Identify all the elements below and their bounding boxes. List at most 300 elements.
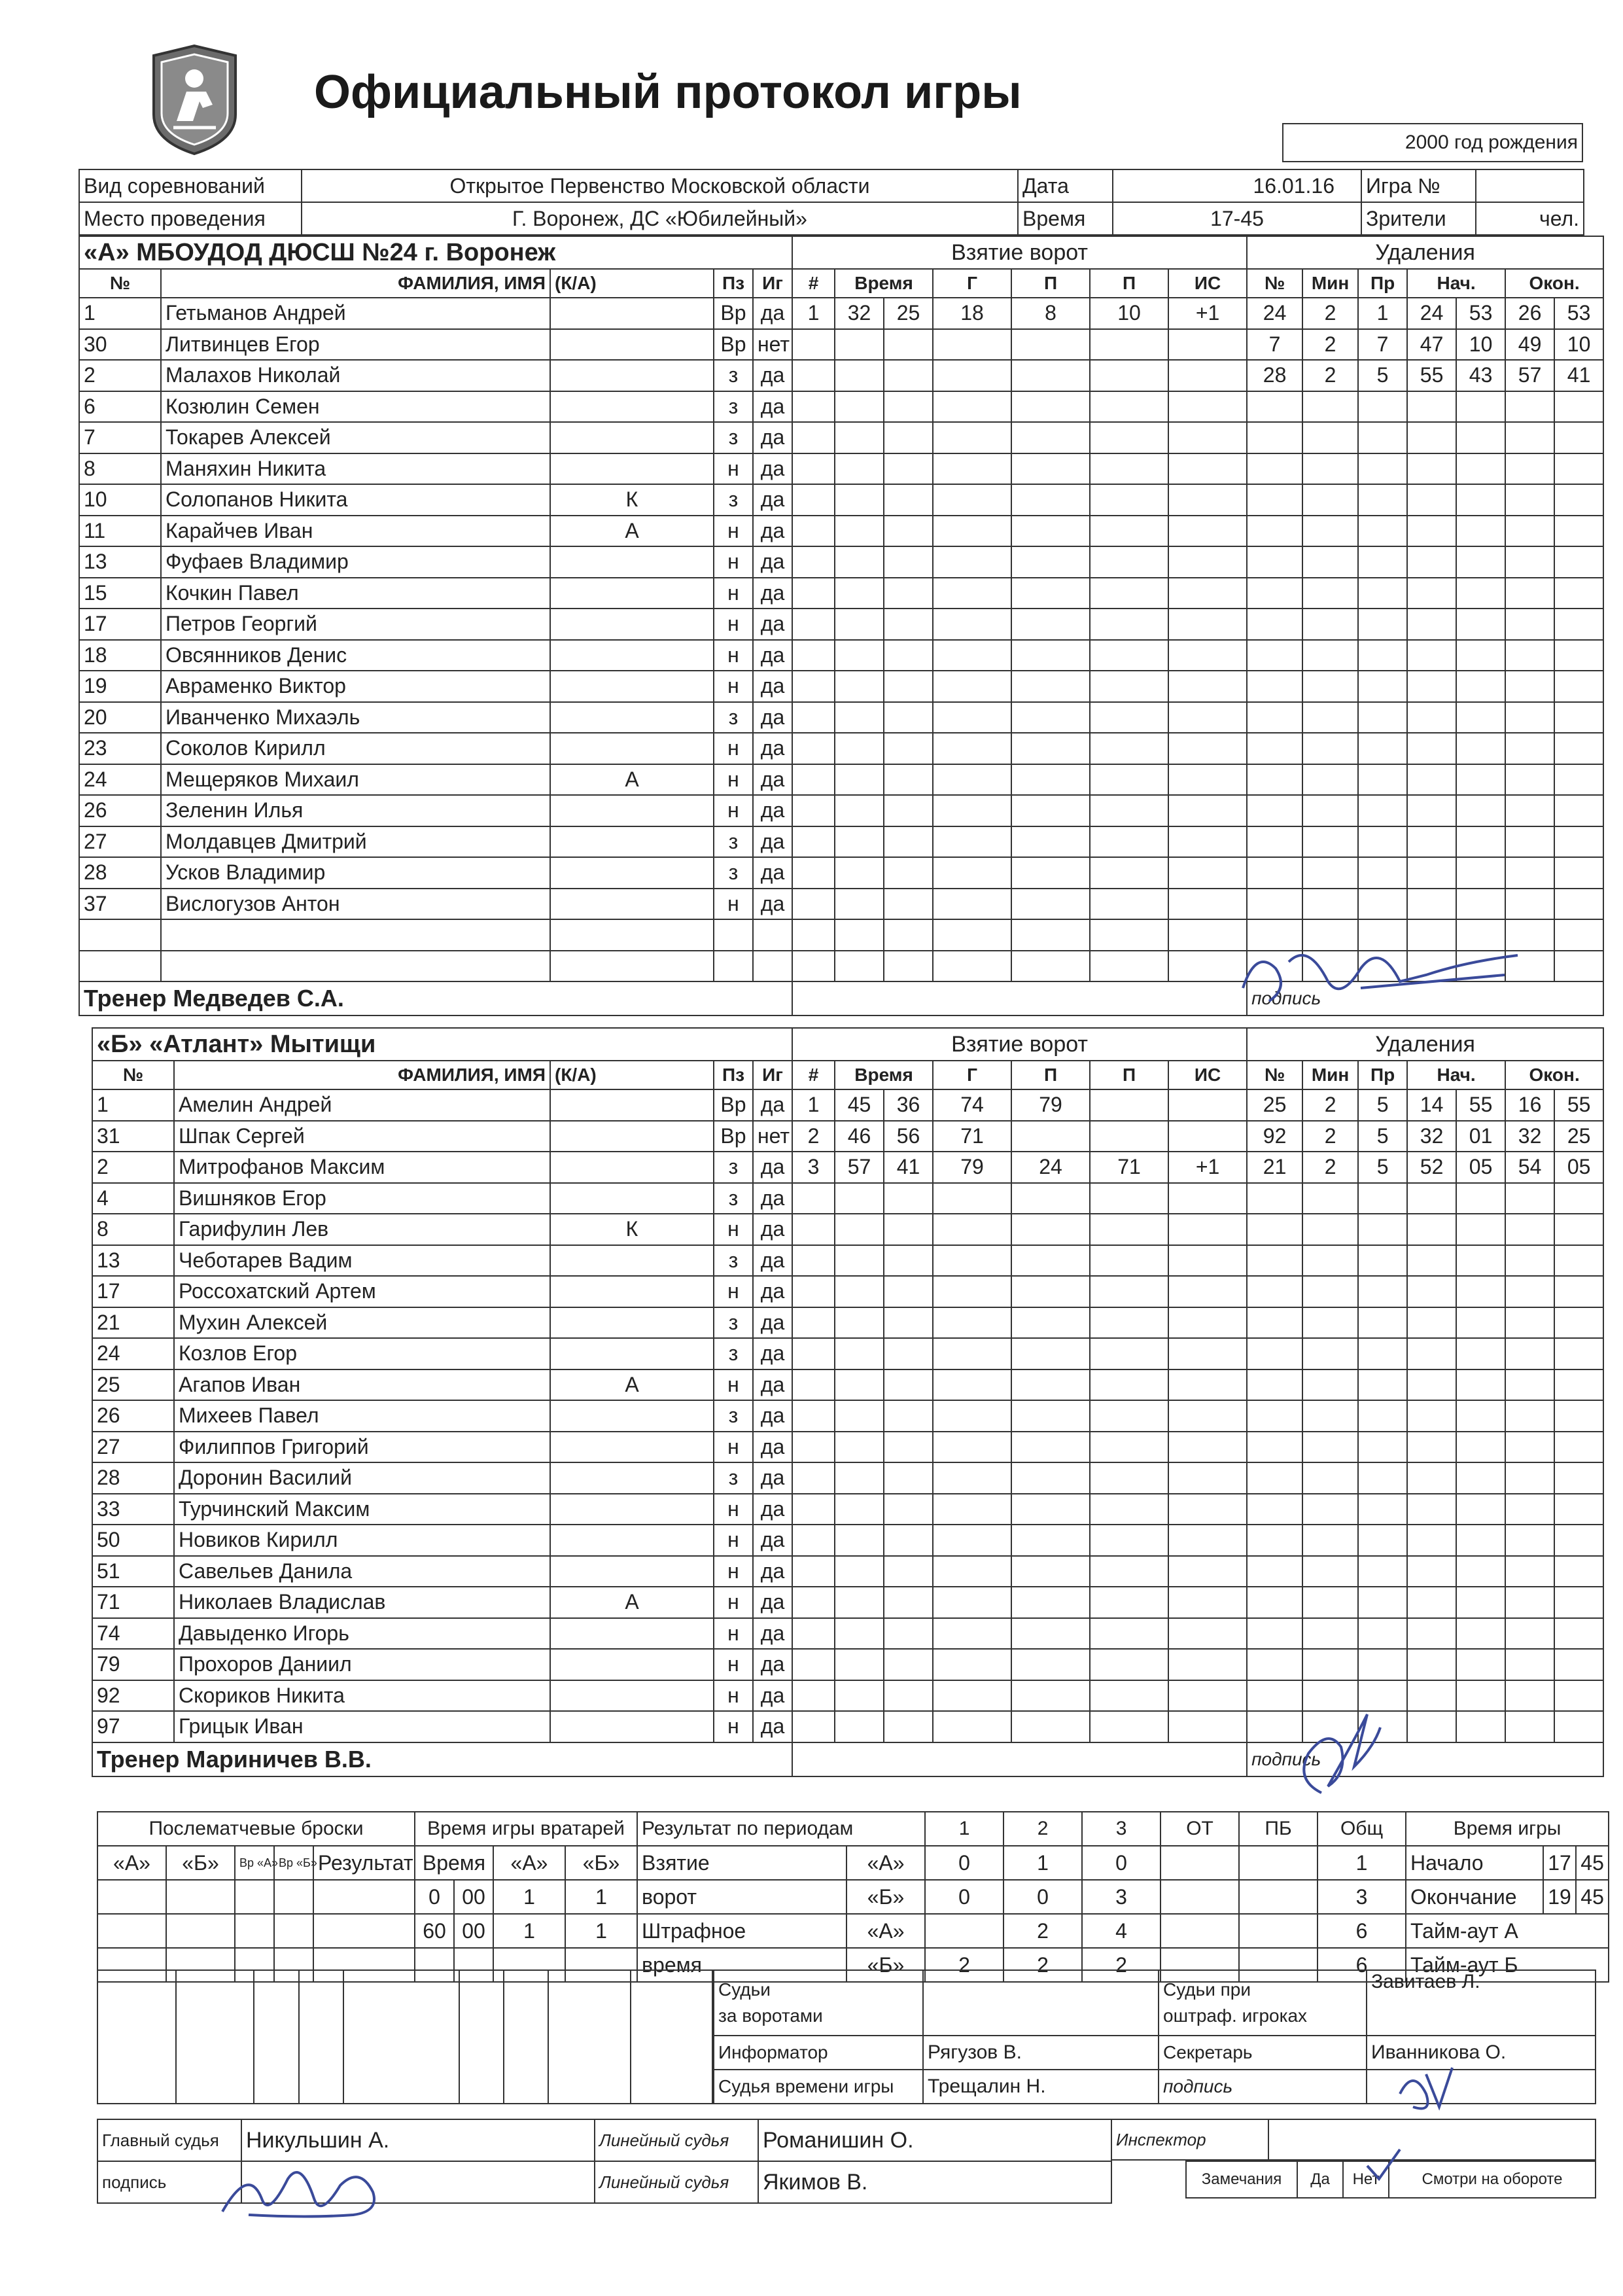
player-number: 8 (92, 1214, 174, 1245)
penalty-start-sec (1456, 484, 1505, 516)
remarks-yes: Да (1297, 2161, 1343, 2198)
player-number: 21 (92, 1307, 174, 1339)
penalty-start-min (1407, 1711, 1456, 1742)
goal-number (792, 1369, 835, 1401)
player-played: да (753, 1369, 792, 1401)
goal-cell (933, 826, 1011, 858)
penalty-start-sec (1456, 640, 1505, 671)
penalty-cell (1358, 1214, 1407, 1245)
player-number: 24 (92, 1338, 174, 1369)
player-played (753, 951, 792, 982)
penalty-start-min (1407, 1307, 1456, 1339)
penalty-reason: 5 (1358, 360, 1407, 391)
player-number: 23 (79, 733, 161, 764)
table-row (79, 360, 1603, 391)
penalty-cell (1358, 1618, 1407, 1650)
table-row (79, 298, 1603, 329)
goal-minute (835, 1587, 884, 1618)
player-position: н (714, 1711, 753, 1742)
penalty-start-sec (1456, 1525, 1505, 1556)
goal-cell (1168, 546, 1247, 578)
penalty-start-min (1407, 1245, 1456, 1277)
goal-cell (1090, 329, 1168, 361)
penalty-end-sec (1554, 1462, 1603, 1494)
goal-cell (884, 329, 933, 361)
player-role (550, 1307, 714, 1339)
goal-cell (1168, 795, 1247, 826)
penalty-reason: 5 (1358, 1089, 1407, 1121)
goal-cell (1011, 919, 1090, 951)
goal-cell (933, 1649, 1011, 1680)
penalty-cell (1302, 391, 1358, 423)
penalty-end-min (1505, 1618, 1554, 1650)
goalie-time-2-b: 1 (565, 1914, 637, 1948)
penalty-end-sec (1554, 919, 1603, 951)
goal-cell (1168, 764, 1247, 796)
goal-cell (1168, 453, 1247, 485)
penalty-start-sec (1456, 1183, 1505, 1214)
team_a-col-pz: Пз (714, 269, 753, 298)
penalty-judges-label-2: оштраф. игроках (1163, 2005, 1308, 2026)
goal-cell (884, 1245, 933, 1277)
goal-cell (1168, 826, 1247, 858)
goal-cell (884, 546, 933, 578)
goal-cell (1090, 1432, 1168, 1463)
player-played: да (753, 826, 792, 858)
penalty-reason: 7 (1358, 329, 1407, 361)
table-row (92, 1089, 1603, 1121)
goal-scorer: 74 (933, 1089, 1011, 1121)
periods-title: Результат по периодам (637, 1812, 925, 1846)
shootout-col-a: «А» (97, 1846, 166, 1880)
goal-minute (835, 795, 884, 826)
player-name: Шпак Сергей (174, 1121, 550, 1152)
player-role (550, 609, 714, 640)
player-number: 31 (92, 1121, 174, 1152)
goal-cell (1168, 1369, 1247, 1401)
goal-number (792, 422, 835, 453)
penalty-player: 28 (1247, 360, 1302, 391)
penalty-start-sec (1456, 1307, 1505, 1339)
player-name: Молдавцев Дмитрий (161, 826, 550, 858)
penalty-start-min (1407, 733, 1456, 764)
player-role: А (550, 516, 714, 547)
table-row (79, 702, 1603, 733)
penalty-cell (1302, 889, 1358, 920)
penalty-judge-value: Завитаев Л. (1367, 1970, 1596, 2036)
penalty-cell (1358, 857, 1407, 889)
goal-cell (884, 1183, 933, 1214)
penalty-start-min (1407, 1587, 1456, 1618)
team_b-coach-signature-label: подпись (1247, 1742, 1603, 1776)
player-position: з (714, 1245, 753, 1277)
team_a-col-start: Нач. (1407, 269, 1505, 298)
team_b-col-ka: (К/А) (550, 1061, 714, 1089)
goal-number (792, 329, 835, 361)
player-role: А (550, 1587, 714, 1618)
remarks-no: Нет (1343, 2161, 1389, 2198)
goal-cell (884, 391, 933, 423)
penalty-end-min: 16 (1505, 1089, 1554, 1121)
goal-cell (933, 516, 1011, 547)
goal-minute (835, 1649, 884, 1680)
penalty-end-min: 49 (1505, 329, 1554, 361)
game-end-m: 45 (1576, 1880, 1609, 1914)
periods-goals-team-a: «А» (846, 1846, 925, 1880)
team_b-col-p2: П (1090, 1061, 1168, 1089)
penalty-start-sec: 43 (1456, 360, 1505, 391)
goal-cell (1168, 1649, 1247, 1680)
goal-minute (835, 1276, 884, 1307)
goal-minute: 45 (835, 1089, 884, 1121)
pim-a-p1 (925, 1914, 1003, 1948)
player-role (550, 1462, 714, 1494)
penalty-cell (1247, 1214, 1302, 1245)
penalty-end-min (1505, 546, 1554, 578)
penalty-start-min (1407, 1556, 1456, 1587)
goal-number (792, 1214, 835, 1245)
goal-number (792, 889, 835, 920)
goal-cell (1090, 360, 1168, 391)
goal-cell (933, 609, 1011, 640)
goal-number (792, 1307, 835, 1339)
player-number: 92 (92, 1680, 174, 1712)
penalty-start-min (1407, 1462, 1456, 1494)
penalty-cell (1358, 422, 1407, 453)
player-position: з (714, 702, 753, 733)
penalty-cell (1302, 1276, 1358, 1307)
penalty-end-min: 57 (1505, 360, 1554, 391)
goal-cell (884, 951, 933, 982)
goal-cell (1011, 1618, 1090, 1650)
goal-number (792, 1400, 835, 1432)
player-number: 17 (92, 1276, 174, 1307)
date-label: Дата (1018, 169, 1113, 202)
goalie-col-b: «Б» (565, 1846, 637, 1880)
player-role (550, 1680, 714, 1712)
player-played: да (753, 1276, 792, 1307)
goalie-time-2-a: 1 (493, 1914, 565, 1948)
penalty-end-sec (1554, 391, 1603, 423)
player-position: з (714, 360, 753, 391)
player-number: 8 (79, 453, 161, 485)
goal-cell (1168, 671, 1247, 702)
penalty-cell (1302, 795, 1358, 826)
goal-cell (933, 1556, 1011, 1587)
goal-number (792, 764, 835, 796)
penalty-cell (1302, 1587, 1358, 1618)
penalty-start-sec (1456, 702, 1505, 733)
penalty-end-min (1505, 640, 1554, 671)
referee-label: Главный судья (97, 2119, 241, 2161)
goal-number: 3 (792, 1152, 835, 1183)
penalty-start-min (1407, 857, 1456, 889)
goal-cell (1011, 764, 1090, 796)
player-name: Мухин Алексей (174, 1307, 550, 1339)
penalty-cell (1358, 640, 1407, 671)
goal-cell (1168, 1556, 1247, 1587)
player-role: К (550, 484, 714, 516)
goal-cell (1011, 640, 1090, 671)
officials-signature-label: подпись (1159, 2070, 1367, 2104)
player-played: да (753, 484, 792, 516)
penalty-cell (1358, 1338, 1407, 1369)
player-name: Мещеряков Михаил (161, 764, 550, 796)
penalty-cell (1302, 1307, 1358, 1339)
goal-cell (1090, 919, 1168, 951)
penalty-start-sec (1456, 1494, 1505, 1525)
penalty-cell (1302, 422, 1358, 453)
goal-cell (1011, 1587, 1090, 1618)
penalty-end-sec (1554, 795, 1603, 826)
shootout-col-gkb: Вр «Б» (274, 1846, 313, 1880)
penalty-cell (1302, 578, 1358, 609)
penalty-cell (1302, 1556, 1358, 1587)
goal-cell (1090, 578, 1168, 609)
goal-cell (933, 484, 1011, 516)
goal-cell (933, 1525, 1011, 1556)
player-role (550, 951, 714, 982)
penalty-start-sec: 10 (1456, 329, 1505, 361)
penalty-start-sec (1456, 1276, 1505, 1307)
goal-cell (933, 1338, 1011, 1369)
penalty-start-min (1407, 795, 1456, 826)
penalty-end-sec (1554, 453, 1603, 485)
goal-cell (1011, 578, 1090, 609)
penalty-start-sec (1456, 1618, 1505, 1650)
player-position: н (714, 1214, 753, 1245)
period-col-ot: ОТ (1161, 1812, 1239, 1846)
player-name: Турчинский Максим (174, 1494, 550, 1525)
team_b-coach-gap (792, 1742, 1247, 1776)
goal-minute: 57 (835, 1152, 884, 1183)
goal-cell (1090, 857, 1168, 889)
goals-b-p1: 0 (925, 1880, 1003, 1914)
goal-cell (1168, 516, 1247, 547)
player-number: 1 (92, 1089, 174, 1121)
goal-cell (884, 1276, 933, 1307)
goal-number (792, 1711, 835, 1742)
goalie-time-2-m: 60 (415, 1914, 454, 1948)
player-name: Литвинцев Егор (161, 329, 550, 361)
player-position: н (714, 1587, 753, 1618)
goal-cell (1168, 1525, 1247, 1556)
goal-number (792, 1680, 835, 1712)
pim-a-p3: 4 (1082, 1914, 1161, 1948)
penalty-start-min (1407, 764, 1456, 796)
penalty-cell (1247, 422, 1302, 453)
player-played: да (753, 1432, 792, 1463)
penalty-cell (1302, 1494, 1358, 1525)
goal-cell (1168, 1494, 1247, 1525)
period-col-pb: ПБ (1239, 1812, 1318, 1846)
period-col-total: Общ (1318, 1812, 1406, 1846)
table-row (79, 516, 1603, 547)
goal-minute (835, 609, 884, 640)
player-role (550, 1089, 714, 1121)
penalty-start-sec (1456, 671, 1505, 702)
table-row (79, 826, 1603, 858)
player-role (550, 1338, 714, 1369)
goal-cell (1011, 1680, 1090, 1712)
penalty-start-min (1407, 578, 1456, 609)
penalty-end-min (1505, 516, 1554, 547)
team_b-col-hash: # (792, 1061, 835, 1089)
penalty-minutes: 2 (1302, 1089, 1358, 1121)
goal-assist-1: 8 (1011, 298, 1090, 329)
player-played: да (753, 578, 792, 609)
goal-assist-1: 24 (1011, 1152, 1090, 1183)
goal-assist-2 (1090, 1121, 1168, 1152)
penalty-start-sec (1456, 516, 1505, 547)
birth-year: 2000 год рождения (1283, 124, 1582, 162)
goal-cell (1011, 1338, 1090, 1369)
goal-cell (1168, 857, 1247, 889)
goalie-time-title: Время игры вратарей (415, 1812, 637, 1846)
penalty-cell (1302, 516, 1358, 547)
pim-label-1: Штрафное (637, 1914, 846, 1948)
goal-cell (1090, 1462, 1168, 1494)
player-number: 2 (79, 360, 161, 391)
shootout-col-result: Результат (313, 1846, 415, 1880)
team_a-col-p2: П (1090, 269, 1168, 298)
team_a-col-is: ИС (1168, 269, 1247, 298)
linesman-1-label: Линейный судья (595, 2119, 758, 2161)
player-number: 10 (79, 484, 161, 516)
goal-cell (1011, 795, 1090, 826)
goal-cell (1011, 609, 1090, 640)
penalty-start-min (1407, 1649, 1456, 1680)
penalty-cell (1358, 484, 1407, 516)
team_a-col-end: Окон. (1505, 269, 1603, 298)
goal-assist-1: 79 (1011, 1089, 1090, 1121)
penalty-cell (1247, 1587, 1302, 1618)
penalty-end-sec: 10 (1554, 329, 1603, 361)
goal-cell (1011, 1214, 1090, 1245)
player-number: 37 (79, 889, 161, 920)
player-role (550, 1183, 714, 1214)
player-name: Чеботарев Вадим (174, 1245, 550, 1277)
player-position: з (714, 1183, 753, 1214)
player-number: 24 (79, 764, 161, 796)
team_a-col-pr: Пр (1358, 269, 1407, 298)
goal-cell (884, 1462, 933, 1494)
penalty-start-min (1407, 671, 1456, 702)
goal-cell (884, 764, 933, 796)
player-number: 11 (79, 516, 161, 547)
penalty-cell (1302, 1338, 1358, 1369)
goal-cell (884, 1214, 933, 1245)
goal-cell (884, 1587, 933, 1618)
penalty-end-min (1505, 826, 1554, 858)
player-name: Овсянников Денис (161, 640, 550, 671)
goal-minute (835, 1400, 884, 1432)
secretary-signature-icon (1387, 2055, 1465, 2120)
team_b-col-min: Мин (1302, 1061, 1358, 1089)
goal-cell (884, 795, 933, 826)
team_b-col-name: ФАМИЛИЯ, ИМЯ (174, 1061, 550, 1089)
player-role (550, 453, 714, 485)
pim-b-p1: 2 (925, 1948, 1003, 1982)
player-number: 74 (92, 1618, 174, 1650)
goal-cell (1090, 1245, 1168, 1277)
player-number: 20 (79, 702, 161, 733)
penalty-cell (1247, 1338, 1302, 1369)
goal-cell (933, 1245, 1011, 1277)
player-played: да (753, 1494, 792, 1525)
timekeeper-label: Судья времени игры (714, 2070, 923, 2104)
goal-cell (1011, 329, 1090, 361)
goal-cell (933, 1494, 1011, 1525)
player-number: 2 (92, 1152, 174, 1183)
goal-cell (1011, 826, 1090, 858)
player-played: да (753, 1245, 792, 1277)
penalty-cell (1302, 640, 1358, 671)
period-col-3: 3 (1082, 1812, 1161, 1846)
venue-value: Г. Воронеж, ДС «Юбилейный» (302, 202, 1018, 235)
penalty-end-min (1505, 1276, 1554, 1307)
penalty-end-min (1505, 422, 1554, 453)
penalty-end-min (1505, 671, 1554, 702)
penalty-cell (1247, 546, 1302, 578)
player-role (550, 889, 714, 920)
player-name: Карайчев Иван (161, 516, 550, 547)
goal-cell (1168, 1338, 1247, 1369)
penalty-cell (1302, 1462, 1358, 1494)
competition-value: Открытое Первенство Московской области (302, 169, 1018, 202)
table-row (92, 1276, 1603, 1307)
goal-cell (933, 1618, 1011, 1650)
penalty-end-sec (1554, 1183, 1603, 1214)
penalty-start-sec (1456, 1556, 1505, 1587)
penalty-cell (1358, 795, 1407, 826)
pim-b-p2: 2 (1003, 1948, 1082, 1982)
penalty-minutes: 2 (1302, 1121, 1358, 1152)
penalty-end-min (1505, 1525, 1554, 1556)
penalty-cell (1247, 1618, 1302, 1650)
team_b-name: «Б» «Атлант» Мытищи (92, 1028, 792, 1061)
player-position: з (714, 826, 753, 858)
table-row (79, 546, 1603, 578)
penalty-reason: 1 (1358, 298, 1407, 329)
penalty-start-sec (1456, 1680, 1505, 1712)
penalty-cell (1302, 1183, 1358, 1214)
penalty-end-sec (1554, 857, 1603, 889)
player-role (550, 1494, 714, 1525)
penalty-end-sec: 53 (1554, 298, 1603, 329)
penalty-start-min (1407, 640, 1456, 671)
player-position (714, 951, 753, 982)
table-row (92, 1400, 1603, 1432)
table-row (92, 1587, 1603, 1618)
goal-minute (835, 1711, 884, 1742)
player-role (550, 1152, 714, 1183)
penalty-end-min (1505, 1587, 1554, 1618)
linesman-2-value: Якимов В. (758, 2161, 1111, 2203)
penalty-cell (1302, 764, 1358, 796)
table-row (79, 329, 1603, 361)
goal-minute (835, 951, 884, 982)
penalty-start-min (1407, 1618, 1456, 1650)
goal-situation (1168, 1121, 1247, 1152)
team-b-coach-signature-icon (1282, 1701, 1393, 1812)
goal-cell (1090, 1400, 1168, 1432)
penalty-cell (1302, 546, 1358, 578)
goal-cell (933, 1587, 1011, 1618)
goal-number (792, 516, 835, 547)
goal-cell (1168, 1245, 1247, 1277)
penalty-cell (1358, 1432, 1407, 1463)
